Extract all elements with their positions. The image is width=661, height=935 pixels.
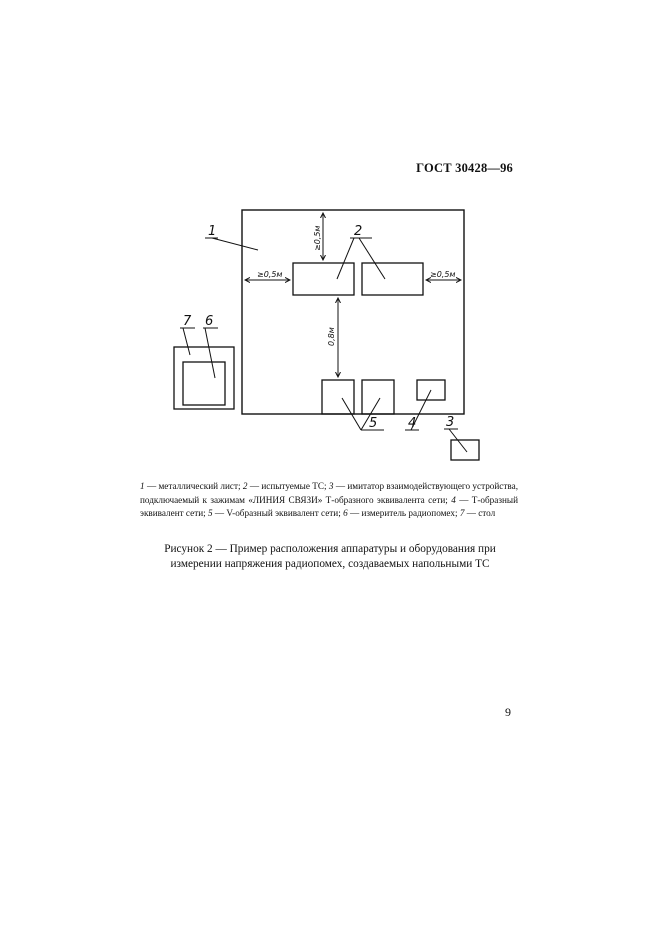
leader-1 xyxy=(212,238,258,250)
callout-2: 2 xyxy=(354,224,363,239)
leader-2a xyxy=(337,238,354,279)
page-number: 9 xyxy=(505,705,511,719)
figure-legend xyxy=(140,480,518,521)
callout-3: 3 xyxy=(446,415,455,430)
callout-1: 1 xyxy=(208,224,217,239)
v-network-box-left xyxy=(322,380,354,414)
legend-text-7: — стол xyxy=(464,508,496,518)
figure-caption: Рисунок 2 — Пример расположения аппаратуры и оборудования при измерении напряжения радиопомех, создаваемых напольными ТС xyxy=(164,543,496,570)
leader-7 xyxy=(183,328,190,355)
leader-6 xyxy=(205,328,215,378)
v-network-box-right xyxy=(362,380,394,414)
legend-number-4: 4 xyxy=(451,494,456,505)
meter-box xyxy=(183,362,225,405)
right-clearance-label: ≥0,5м xyxy=(430,270,456,279)
test-device-right xyxy=(362,263,423,295)
legend-number-2: 2 xyxy=(242,481,248,491)
legend-number-3: 3 xyxy=(328,481,334,491)
legend-number-7: 7 xyxy=(459,508,465,518)
legend-number-1: 1 xyxy=(140,481,145,491)
vertical-gap-label: 0,8м xyxy=(327,327,336,346)
legend-number-6: 6 xyxy=(343,508,348,518)
callout-4: 4 xyxy=(408,416,417,431)
callout-5: 5 xyxy=(369,416,378,431)
legend-text-3: — имитатор взаимодействующего устройства, подключаемый к зажимам «ЛИНИЯ СВЯЗИ» Т-образного эквивалента сети; xyxy=(140,481,518,505)
legend-number-5: 5 xyxy=(207,508,213,518)
callout-6: 6 xyxy=(205,314,214,329)
top-clearance-label: ≥0,5м xyxy=(313,225,322,251)
callout-7: 7 xyxy=(183,314,192,329)
left-clearance-label: ≥0,5м xyxy=(257,270,283,279)
test-device-left xyxy=(293,263,354,295)
standard-code: ГОСТ 30428—96 xyxy=(416,161,513,175)
legend-text-5: — V-образный эквивалент сети; xyxy=(212,508,344,518)
leader-2b xyxy=(359,238,385,279)
legend-text-2: — испытуемые ТС; xyxy=(247,481,329,491)
legend-text-4: — Т-образный эквивалент сети; xyxy=(140,494,518,518)
legend-text-6: — измеритель радиопомех; xyxy=(347,508,460,518)
legend-text-1: — металлический лист; xyxy=(144,481,243,491)
